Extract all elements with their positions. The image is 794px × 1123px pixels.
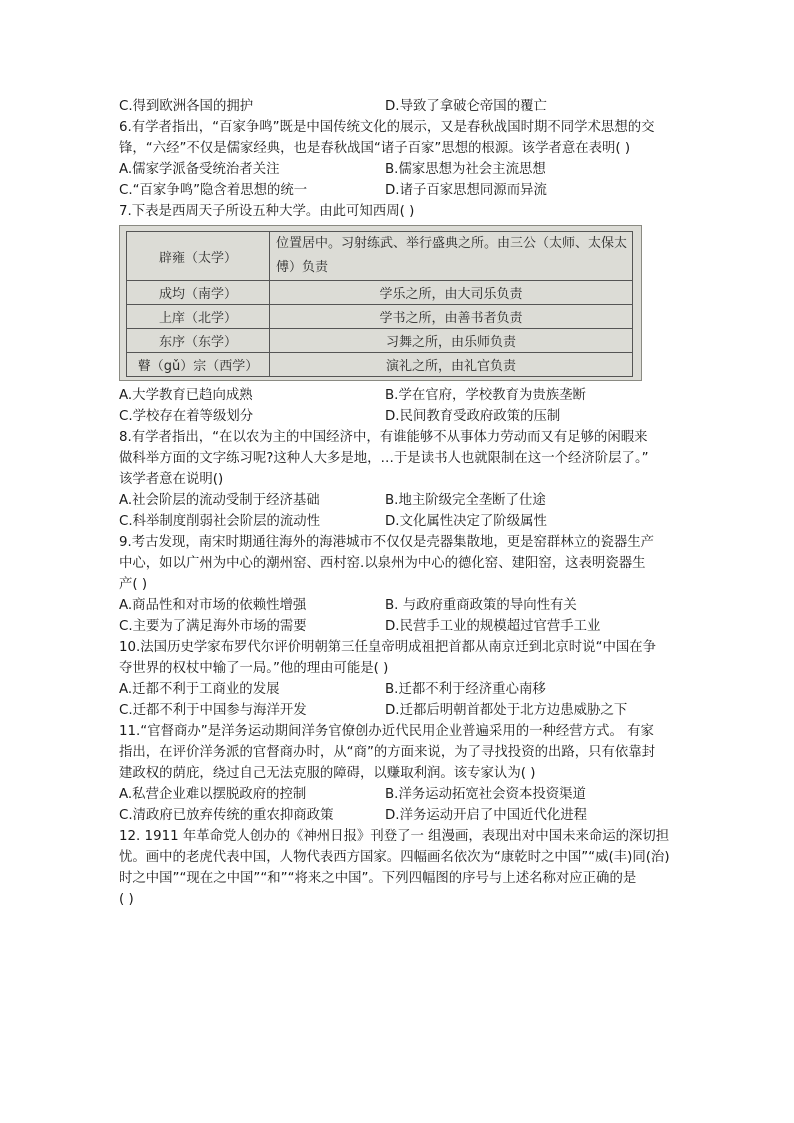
option-row [119, 511, 679, 532]
option-row [119, 385, 679, 406]
table-cell-desc: 学书之所，由善书者负责 [270, 305, 633, 329]
question-stem: 时之中国”“现在之中国”“和”“将来之中国”。下列四幅图的序号与上述名称对应正确的是 [119, 871, 637, 886]
table-cell-name: 瞽（gǔ）宗（西学） [127, 353, 270, 377]
question-11 [119, 721, 679, 826]
option-c: C.迁都不利于中国参与海洋开发 [119, 703, 307, 718]
question-stem: 10.法国历史学家布罗代尔评价明朝第三任皇帝明成祖把首都从南京迁到北京时说“中国在争 [119, 640, 657, 655]
table-cell-desc: 习舞之所，由乐师负责 [270, 329, 633, 353]
schools-table-photo [119, 225, 642, 381]
table-row [127, 281, 633, 305]
option-d: D.民间教育受政府政策的压制 [385, 409, 561, 424]
question-stem: 该学者意在说明() [119, 472, 224, 487]
table-cell-name: 成均（南学） [127, 281, 270, 305]
option-c: C.得到欧洲各国的拥护 [119, 99, 254, 114]
question-12 [119, 826, 679, 910]
option-row [119, 784, 679, 805]
table-cell-name: 上庠（北学） [127, 305, 270, 329]
option-c: C.学校存在着等级划分 [119, 409, 254, 424]
question-9 [119, 532, 679, 637]
question-stem: 建政权的荫庇，绕过自己无法克服的障碍，以赚取利润。该专家认为( ) [119, 766, 536, 781]
question-stem: 7.下表是西周天子所设五种大学。由此可知西周( ) [119, 204, 415, 219]
option-b: B.儒家思想为社会主流思想 [385, 162, 546, 177]
option-b: B.迁都不利于经济重心南移 [385, 682, 546, 697]
table-cell-desc: 演礼之所，由礼官负责 [270, 353, 633, 377]
question-6 [119, 117, 679, 201]
question-stem: 8.有学者指出，“在以农为主的中国经济中，有谁能够不从事体力劳动而又有足够的闲暇来 [119, 430, 648, 445]
table-row [127, 353, 633, 377]
option-d: D.洋务运动开启了中国近代化进程 [385, 808, 588, 823]
option-c: C.主要为了满足海外市场的需要 [119, 619, 307, 634]
question-stem: 指出，在评价洋务派的官督商办时，从“商”的方面来说，为了寻找投资的出路，只有依靠封 [119, 745, 656, 760]
question-stem: 夺世界的权杖中输了一局。”他的理由可能是( ) [119, 661, 389, 676]
option-c: C.科举制度削弱社会阶层的流动性 [119, 514, 321, 529]
table-row [127, 329, 633, 353]
option-b: B.洋务运动拓宽社会资本投资渠道 [385, 787, 586, 802]
option-d: D.迁都后明朝首都处于北方边患威胁之下 [385, 703, 628, 718]
question-7 [119, 201, 679, 427]
question-stem: 锋，“六经”不仅是儒家经典，也是春秋战国“诸子百家”思想的根源。该学者意在表明( ) [119, 141, 631, 156]
option-a: A.大学教育已趋向成熟 [119, 388, 253, 403]
option-d: D.导致了拿破仑帝国的覆亡 [385, 99, 547, 114]
table-cell-name: 辟雍（太学） [127, 232, 270, 281]
option-c: C.“百家争鸣”隐含着思想的统一 [119, 183, 308, 198]
table-cell-desc: 位置居中。习射练武、举行盛典之所。由三公（太师、太保太傅）负责 [270, 232, 633, 281]
option-row [119, 180, 679, 201]
option-b: B.学在官府，学校教育为贵族垄断 [385, 388, 586, 403]
option-row [119, 96, 679, 117]
table-cell-desc: 学乐之所，由大司乐负责 [270, 281, 633, 305]
option-d: D.民营手工业的规模超过官营手工业 [385, 619, 601, 634]
option-d: D.文化属性决定了阶级属性 [385, 514, 547, 529]
question-stem: 9.考古发现，南宋时期通往海外的海港城市不仅仅是壳器集散地，更是窑群林立的瓷器生产 [119, 535, 655, 550]
option-row [119, 679, 679, 700]
option-row [119, 616, 679, 637]
question-10 [119, 637, 679, 721]
option-row [119, 805, 679, 826]
option-row [119, 406, 679, 427]
question-stem: 产( ) [119, 577, 148, 592]
table-row [127, 232, 633, 281]
question-8 [119, 427, 679, 532]
question-stem: 做科举方面的文字练习呢?这种人大多是地，…于是读书人也就限制在这一个经济阶层了。” [119, 451, 649, 466]
question-stem: 忧。画中的老虎代表中国，人物代表西方国家。四幅画名依次为“康乾时之中国”“威(丰)同(治) [119, 850, 670, 865]
table-row [127, 305, 633, 329]
question-stem: ( ) [119, 892, 134, 907]
question-stem: 11.“官督商办”是洋务运动期间洋务官僚创办近代民用企业普遍采用的一种经营方式。 有家 [119, 724, 654, 739]
option-row [119, 490, 679, 511]
option-a: A.商品性和对市场的依赖性增强 [119, 598, 307, 613]
option-a: A.迁都不利于工商业的发展 [119, 682, 280, 697]
option-d: D.诸子百家思想同源而异流 [385, 183, 547, 198]
option-row [119, 159, 679, 180]
question-stem: 中心，如以广州为中心的潮州窑、西村窑.以泉州为中心的德化窑、建阳窑，这表明瓷器生 [119, 556, 646, 571]
option-c: C.清政府已放弃传统的重农抑商政策 [119, 808, 334, 823]
question-stem: 12. 1911 年革命党人创办的《神州日报》刊登了一 组漫画，表现出对中国未来命运的深切担 [119, 829, 670, 844]
option-row [119, 595, 679, 616]
question-stem: 6.有学者指出，“百家争鸣”既是中国传统文化的展示，又是春秋战国时期不同学术思想的交 [119, 120, 655, 135]
schools-table [126, 231, 633, 377]
option-b: B. 与政府重商政策的导向性有关 [385, 598, 577, 613]
option-b: B.地主阶级完全垄断了仕途 [385, 493, 546, 508]
question-list [119, 96, 679, 910]
option-a: A.社会阶层的流动受制于经济基础 [119, 493, 320, 508]
table-cell-name: 东序（东学） [127, 329, 270, 353]
option-row [119, 700, 679, 721]
option-a: A.私营企业难以摆脱政府的控制 [119, 787, 307, 802]
option-a: A.儒家学派备受统治者关注 [119, 162, 280, 177]
